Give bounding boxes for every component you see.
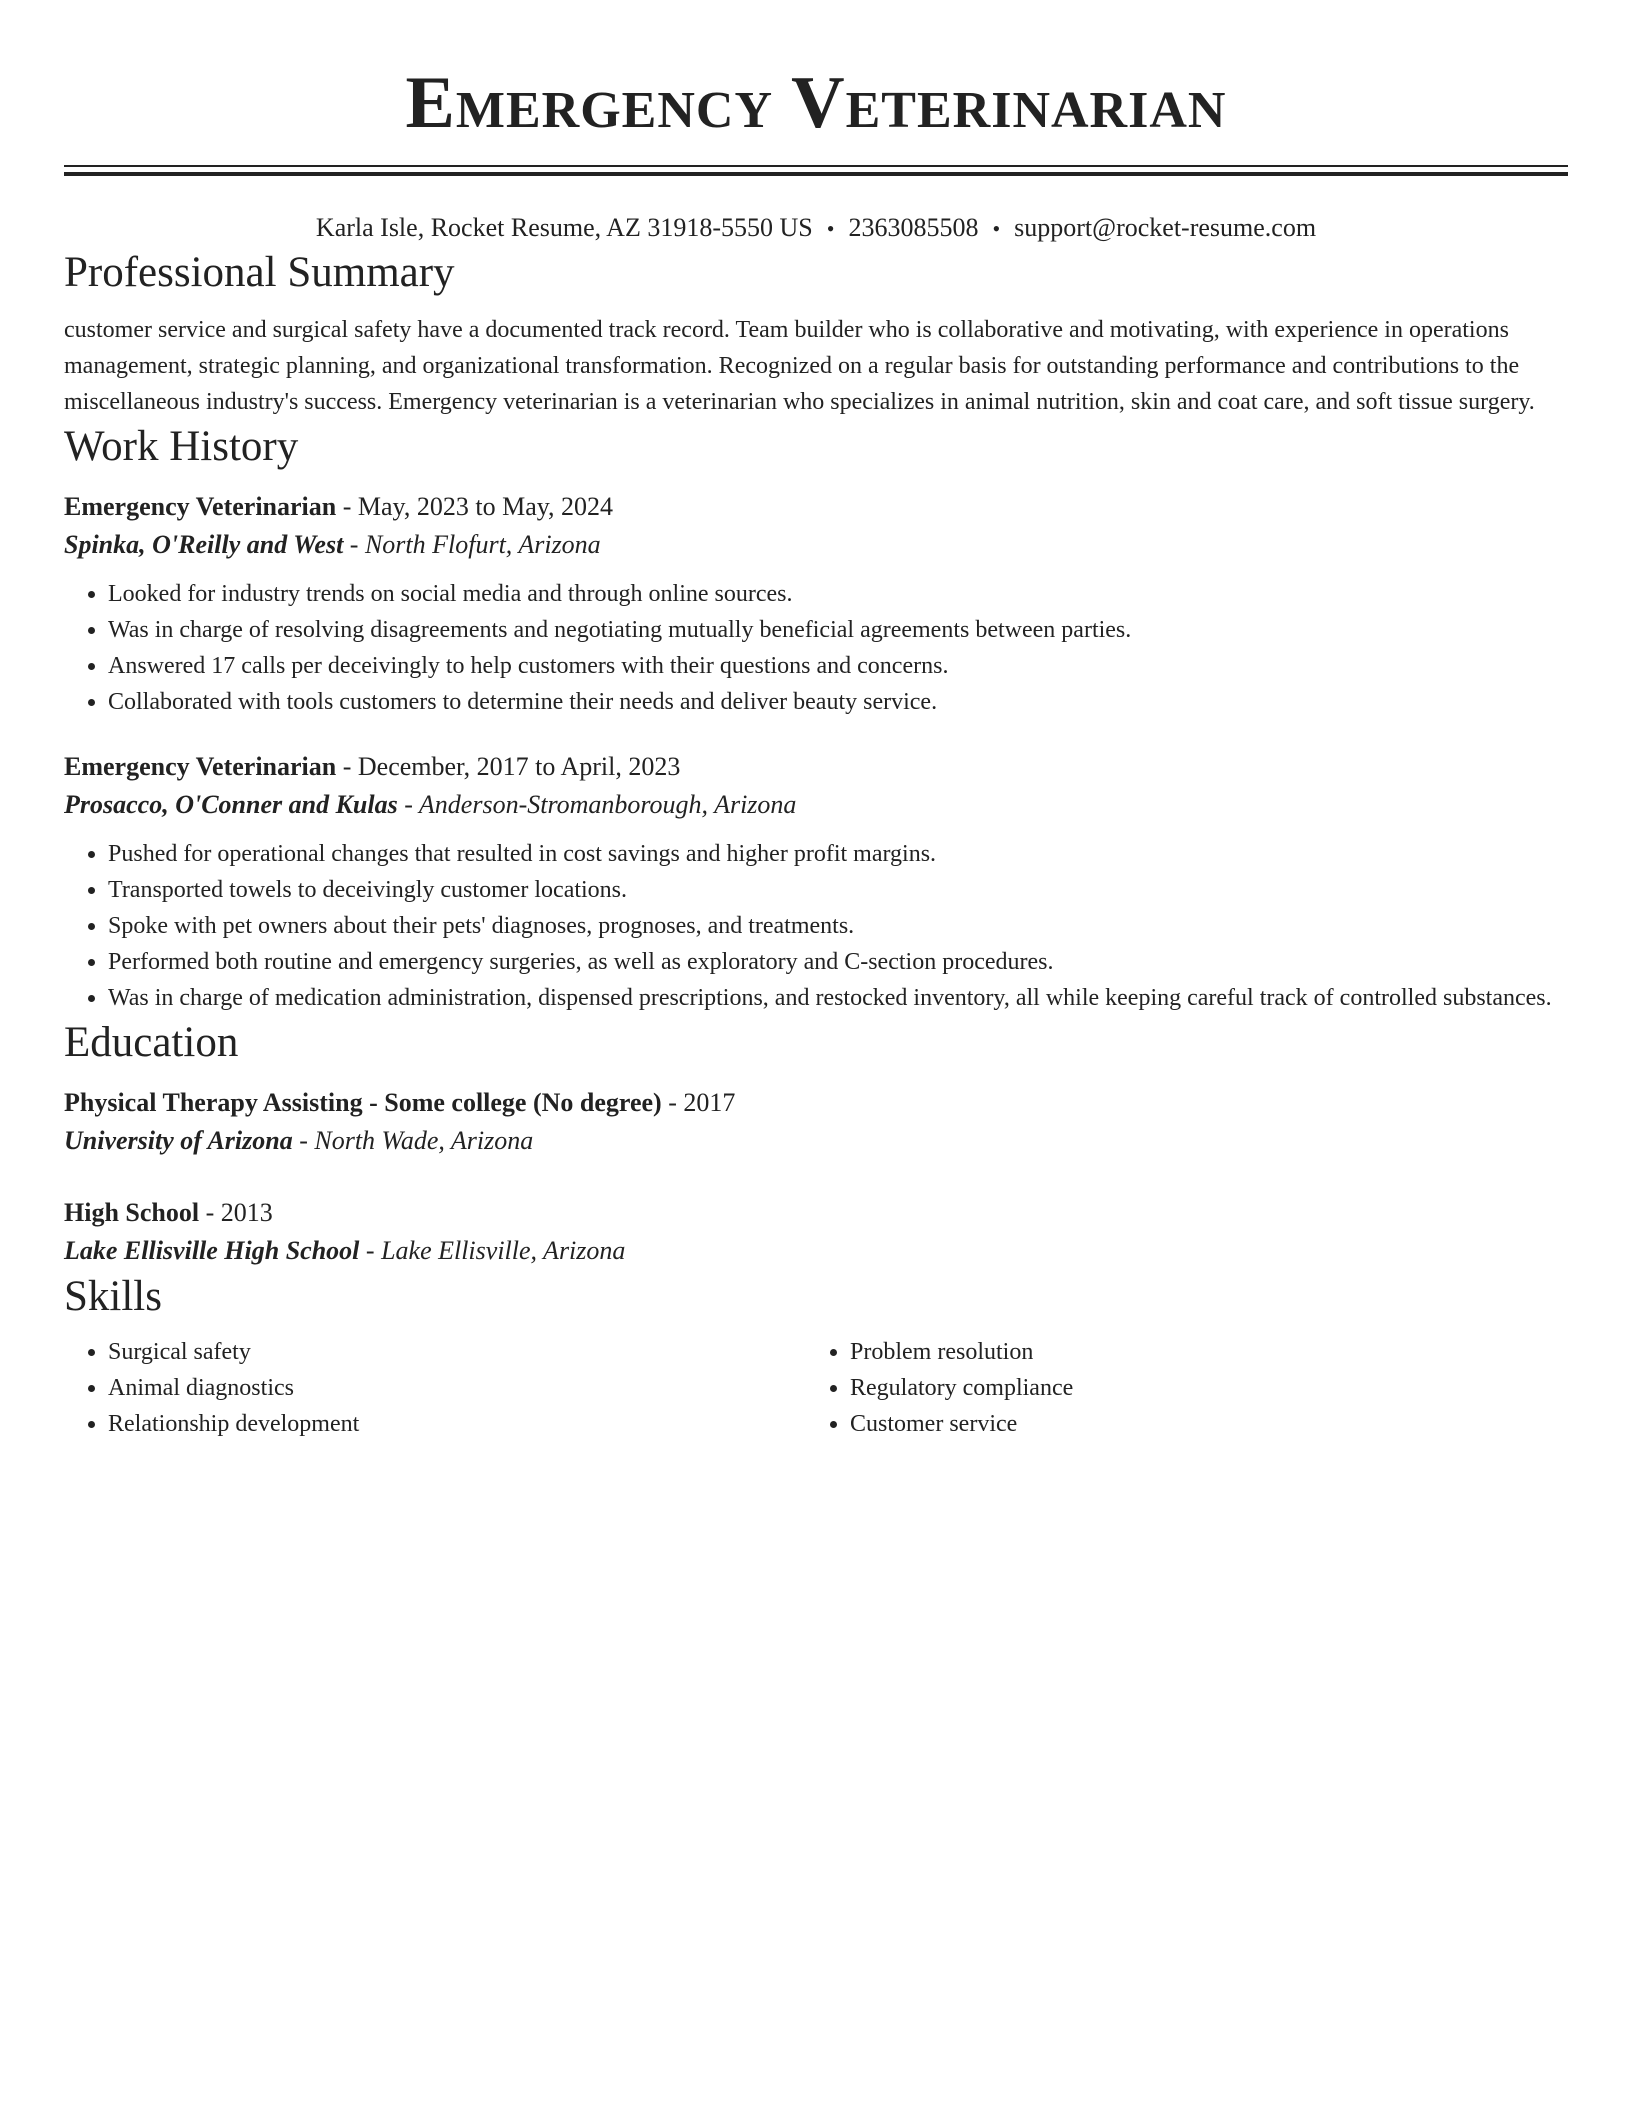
job-location: - North Flofurt, Arizona [343,530,601,559]
job-bullet: • Answered 17 calls per deceivingly to help customers with their questions and concerns. [108,648,1568,684]
skills-list-right [806,1334,1548,1442]
job-bullet: • Performed both routine and emergency surgeries, as well as exploratory and C-section procedures. [108,944,1568,980]
skills-columns [64,1334,1568,1442]
job-bullet: • Pushed for operational changes that resulted in cost savings and higher profit margins. [108,836,1568,872]
job-dates: - May, 2023 to May, 2024 [336,492,614,521]
job-bullet: • Transported towels to deceivingly customer locations. [108,872,1568,908]
section-title-skills: Skills [64,1273,162,1320]
job-bullet: • Spoke with pet owners about their pets' diagnoses, prognoses, and treatments. [108,908,1568,944]
education-year: - 2017 [661,1088,736,1117]
job-entry [64,748,1568,1016]
summary-paragraph: customer service and surgical safety have a documented track record. Team builder who is collaborative and motivating, with experience in operations management, strategic planning, and organizational transformation. Recognized on a regular basis for outstanding performance and contributions to the miscellaneous industry's success. Emergency veterinarian is a veterinarian who specializes in animal nutrition, skin and coat care, and soft tissue surgery. [64,317,1535,415]
section-title-work-history: Work History [64,423,299,470]
contact-separator: • [992,216,1001,241]
education-location: - Lake Ellisville, Arizona [359,1236,626,1265]
education-school-line [64,1122,1568,1160]
education-entry [64,1194,1568,1270]
skills-list-left [64,1334,806,1442]
section-title-education: Education [64,1019,239,1066]
contact-address: Karla Isle, Rocket Resume, AZ 31918-5550 US [315,213,813,242]
job-header [64,748,1568,786]
skill-item: • Customer service [850,1406,1548,1442]
job-header [64,488,1568,526]
job-bullet-list [64,576,1568,720]
job-location: - Anderson-Stromanborough, Arizona [397,790,797,819]
job-bullet: • Collaborated with tools customers to determine their needs and deliver beauty service. [108,684,1568,720]
education-header [64,1084,1568,1122]
education-school-line [64,1232,1568,1270]
job-bullet-list [64,836,1568,1016]
education-degree: Physical Therapy Assisting - Some college (No degree) [64,1088,662,1117]
job-company: Spinka, O'Reilly and West [64,530,344,559]
job-bullet: • Was in charge of medication administration, dispensed prescriptions, and restocked inventory, all while keeping careful track of controlled substances. [108,980,1568,1016]
skill-item: • Animal diagnostics [108,1370,806,1406]
job-bullet: • Was in charge of resolving disagreements and negotiating mutually beneficial agreements between parties. [108,612,1568,648]
education-location: - North Wade, Arizona [292,1126,534,1155]
education-degree: High School [64,1198,200,1227]
education-school: University of Arizona [64,1126,293,1155]
job-company-line [64,526,1568,564]
job-dates: - December, 2017 to April, 2023 [336,752,681,781]
education-header [64,1194,1568,1232]
contact-separator: • [826,216,835,241]
contact-line [64,211,1568,246]
job-role: Emergency Veterinarian [64,492,337,521]
contact-phone: 2363085508 [848,213,979,242]
education-entry [64,1084,1568,1160]
job-role: Emergency Veterinarian [64,752,337,781]
education-year: - 2013 [199,1198,273,1227]
skill-item: • Surgical safety [108,1334,806,1370]
contact-email: support@rocket-resume.com [1014,213,1317,242]
skill-item: • Regulatory compliance [850,1370,1548,1406]
education-school: Lake Ellisville High School [64,1236,360,1265]
header-double-rule [64,165,1568,176]
section-title-summary: Professional Summary [64,249,455,296]
job-company-line [64,786,1568,824]
job-company: Prosacco, O'Conner and Kulas [64,790,398,819]
resume-name-heading: Emergency Veterinarian [405,62,1227,144]
job-bullet: • Looked for industry trends on social media and through online sources. [108,576,1568,612]
skill-item: • Problem resolution [850,1334,1548,1370]
job-entry [64,488,1568,720]
skill-item: • Relationship development [108,1406,806,1442]
